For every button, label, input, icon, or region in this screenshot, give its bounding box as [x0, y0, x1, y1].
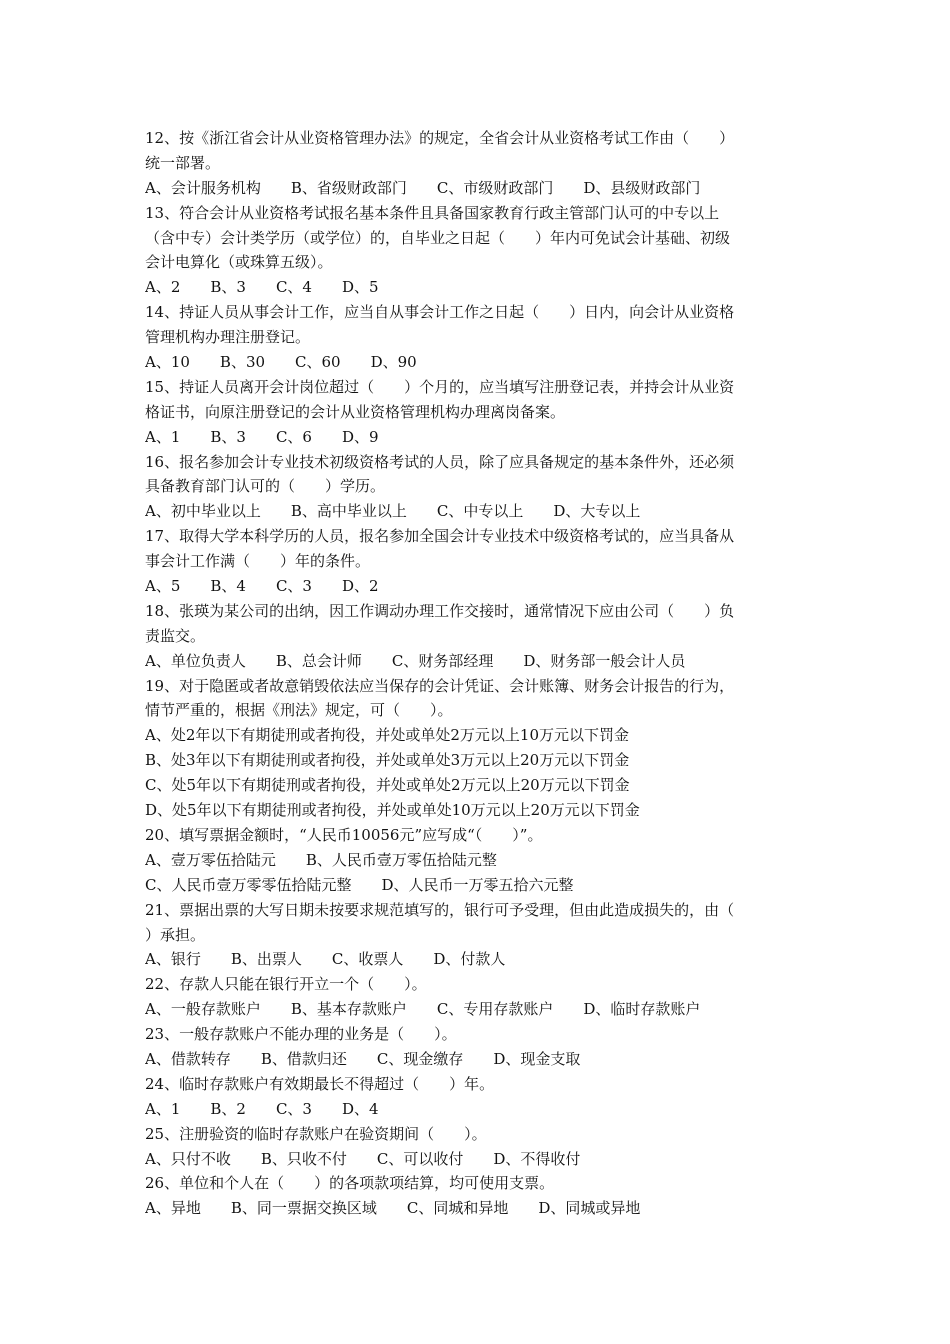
question-12-options: A、会计服务机构 B、省级财政部门 C、市级财政部门 D、县级财政部门: [145, 178, 701, 197]
question-19-option-b: B、处3年以下有期徒刑或者拘役，并处或单处3万元以上20万元以下罚金: [145, 751, 630, 770]
question-25-stem: 25、注册验资的临时存款账户在验资期间（ ）。: [145, 1124, 487, 1143]
question-15-options: A、1 B、3 C、6 D、9: [145, 427, 379, 446]
question-17-stem: 17、取得大学本科学历的人员，报名参加全国会计专业技术中级资格考试的，应当具备从: [145, 527, 735, 546]
question-26-options: A、异地 B、同一票据交换区域 C、同城和异地 D、同城或异地: [145, 1199, 641, 1218]
question-19-option-c: C、处5年以下有期徒刑或者拘役，并处或单处2万元以上20万元以下罚金: [145, 776, 630, 795]
question-22-options: A、一般存款账户 B、基本存款账户 C、专用存款账户 D、临时存款账户: [145, 1000, 701, 1019]
question-20-options: A、壹万零伍拾陆元 B、人民币壹万零伍拾陆元整: [145, 850, 497, 869]
question-23-options: A、借款转存 B、借款归还 C、现金缴存 D、现金支取: [145, 1049, 581, 1068]
question-21-stem: ）承担。: [145, 925, 206, 944]
question-14-stem: 管理机构办理注册登记。: [145, 328, 311, 347]
question-26-stem: 26、单位和个人在（ ）的各项款项结算，均可使用支票。: [145, 1174, 555, 1193]
question-19-stem: 19、对于隐匿或者故意销毁依法应当保存的会计凭证、会计账簿、财务会计报告的行为，: [145, 676, 735, 695]
question-18-options: A、单位负责人 B、总会计师 C、财务部经理 D、财务部一般会计人员: [145, 651, 686, 670]
question-21-options: A、银行 B、出票人 C、收票人 D、付款人: [145, 950, 506, 969]
question-15-stem: 15、持证人员离开会计岗位超过（ ）个月的，应当填写注册登记表，并持会计从业资: [145, 377, 735, 396]
question-12-stem: 统一部署。: [145, 153, 221, 172]
question-16-stem: 16、报名参加会计专业技术初级资格考试的人员，除了应具备规定的基本条件外，还必须: [145, 452, 735, 471]
question-13-stem: 13、符合会计从业资格考试报名基本条件且具备国家教育行政主管部门认可的中专以上: [145, 203, 720, 222]
question-14-stem: 14、持证人员从事会计工作，应当自从事会计工作之日起（ ）日内，向会计从业资格: [145, 303, 735, 322]
question-18-stem: 责监交。: [145, 626, 206, 645]
question-19-option-a: A、处2年以下有期徒刑或者拘役，并处或单处2万元以上10万元以下罚金: [145, 726, 630, 745]
question-13-options: A、2 B、3 C、4 D、5: [145, 278, 379, 297]
question-21-stem: 21、票据出票的大写日期未按要求规范填写的，银行可予受理，但由此造成损失的，由（: [145, 900, 735, 919]
question-13-stem: 会计电算化（或珠算五级）。: [145, 253, 333, 272]
question-16-options: A、初中毕业以上 B、高中毕业以上 C、中专以上 D、大专以上: [145, 502, 641, 521]
question-17-options: A、5 B、4 C、3 D、2: [145, 577, 379, 596]
question-17-stem: 事会计工作满（ ）年的条件。: [145, 552, 371, 571]
question-19-option-d: D、处5年以下有期徒刑或者拘役，并处或单处10万元以上20万元以下罚金: [145, 801, 640, 820]
question-13-stem: （含中专）会计类学历（或学位）的，自毕业之日起（ ）年内可免试会计基础、初级: [145, 228, 731, 247]
question-25-options: A、只付不收 B、只收不付 C、可以收付 D、不得收付: [145, 1149, 581, 1168]
question-12-stem: 12、按《浙江省会计从业资格管理办法》的规定，全省会计从业资格考试工作由（ ）: [145, 129, 735, 147]
question-18-stem: 18、张瑛为某公司的出纳，因工作调动办理工作交接时，通常情况下应由公司（ ）负: [145, 601, 735, 620]
question-20-stem: 20、填写票据金额时，“人民币10056元”应写成“（ ）”。: [145, 825, 543, 844]
question-16-stem: 具备教育部门认可的（ ）学历。: [145, 477, 386, 496]
question-15-stem: 格证书，向原注册登记的会计从业资格管理机构办理离岗备案。: [145, 402, 566, 421]
question-19-stem: 情节严重的，根据《刑法》规定，可（ ）。: [145, 701, 453, 720]
question-22-stem: 22、存款人只能在银行开立一个（ ）。: [145, 975, 427, 994]
question-24-options: A、1 B、2 C、3 D、4: [145, 1099, 379, 1118]
question-23-stem: 23、一般存款账户不能办理的业务是（ ）。: [145, 1025, 457, 1044]
document-page: [145, 126, 805, 1221]
question-24-stem: 24、临时存款账户有效期最长不得超过（ ）年。: [145, 1074, 495, 1093]
question-14-options: A、10 B、30 C、60 D、90: [145, 353, 417, 372]
question-20-options: C、人民币壹万零零伍拾陆元整 D、人民币一万零五拾六元整: [145, 875, 574, 894]
